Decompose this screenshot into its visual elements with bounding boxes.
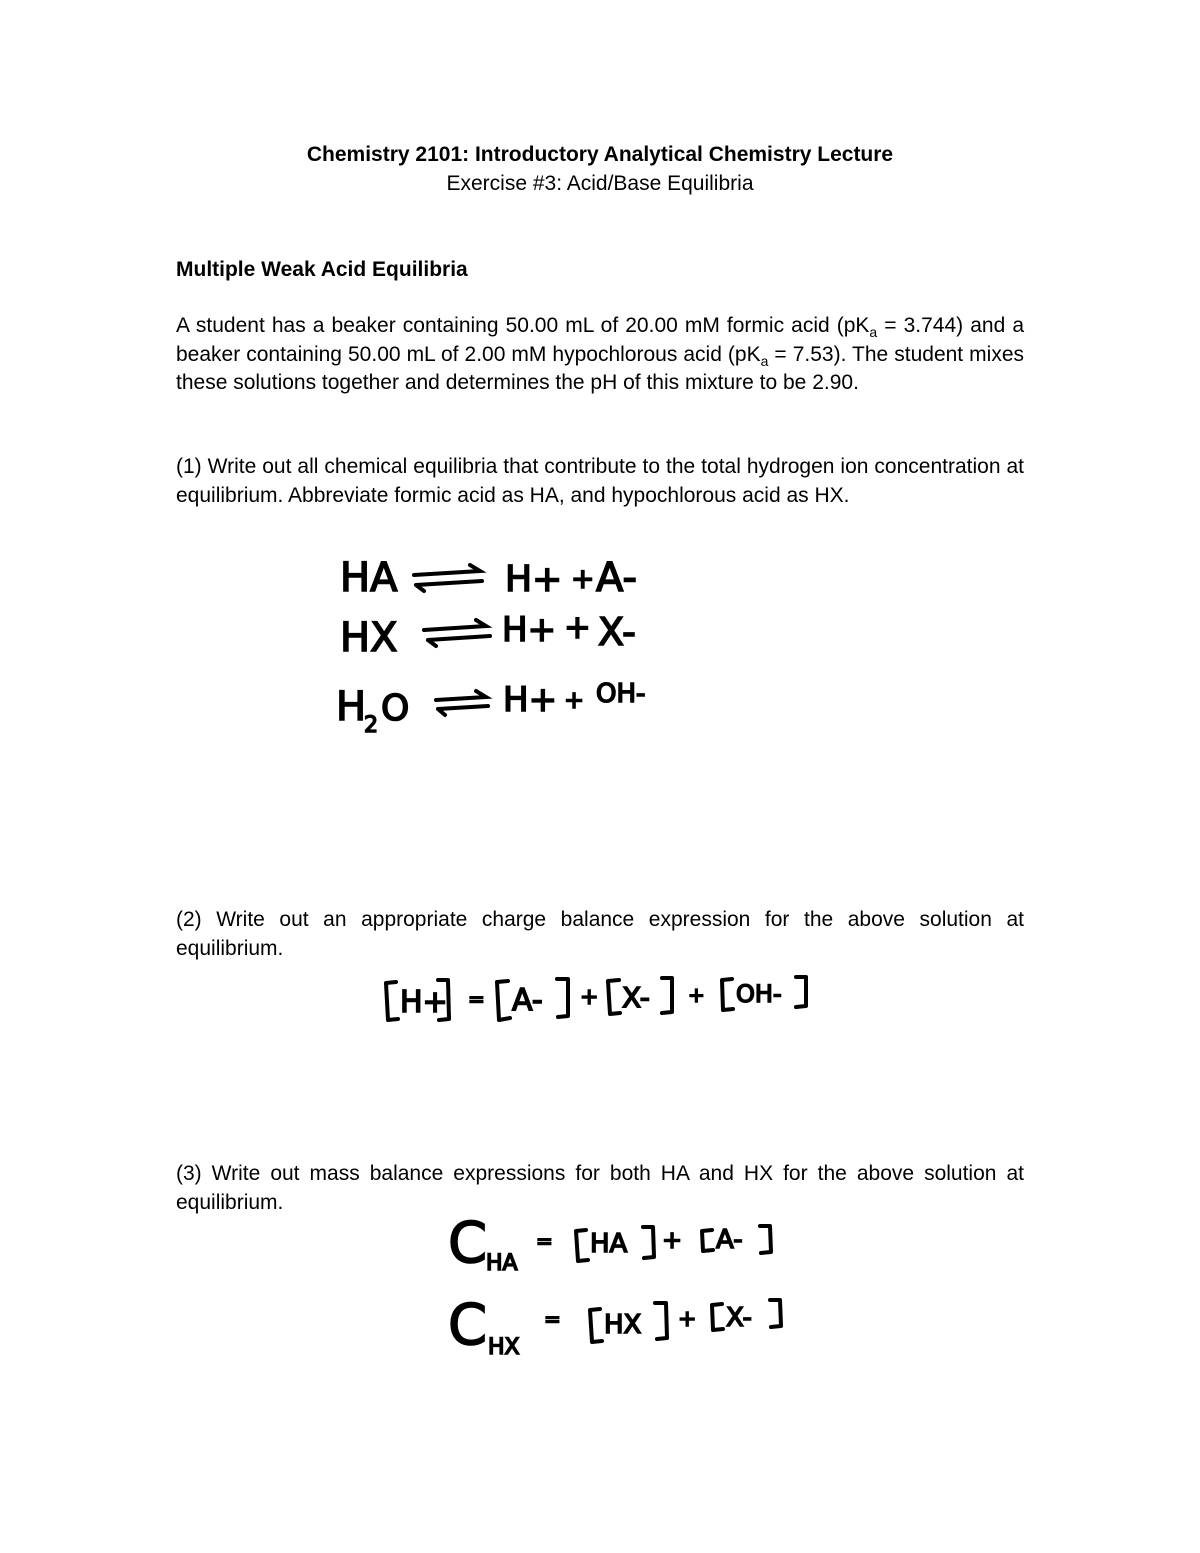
equilibrium-arrow-icon (424, 620, 490, 646)
product-2-label: A- (596, 555, 637, 601)
section-heading: Multiple Weak Acid Equilibria (176, 258, 468, 281)
bracket-left (386, 982, 398, 1020)
bracket-right (643, 1227, 654, 1258)
plus-sign: + (571, 562, 595, 595)
mass-balance-ha (448, 1211, 771, 1276)
mass-balance-hx (448, 1293, 781, 1360)
concentration-c: C (448, 1293, 488, 1358)
question-3: (3) Write out mass balance expressions for both HA and HX for the above solution at equilibrium. (176, 1162, 1024, 1214)
question-1: (1) Write out all chemical equilibria that contribute to the total hydrogen ion concentration at equilibrium. Abbreviate formic acid as HA, and hypochlorous acid as HX. (176, 455, 1024, 507)
equilibrium-hx (340, 608, 636, 661)
plus-sign: + (564, 686, 585, 714)
bracket-left (702, 1230, 713, 1251)
equilibrium-ha (340, 555, 637, 601)
problem-text-1: A student has a beaker containing 50.00 mL of 20.00 mM formic acid (pK (176, 314, 870, 337)
pka-subscript: a (760, 352, 769, 369)
concentration-subscript: HA (486, 1251, 518, 1276)
bracket-left (576, 1230, 588, 1261)
plus-sign: + (662, 1226, 683, 1254)
product-1-label: H+ (502, 610, 557, 650)
term-x-minus: X- (726, 1303, 752, 1333)
reactant-label: HA (340, 555, 398, 601)
pka-subscript: a (869, 324, 878, 341)
concentration-c: C (448, 1211, 488, 1276)
charge-balance (386, 977, 806, 1020)
question-2: (2) Write out an appropriate charge balance expression for the above solution at equilibrium. (176, 908, 1024, 960)
term-hx: HX (604, 1310, 642, 1340)
bracket-left (712, 1304, 723, 1330)
equals-sign: = (536, 1229, 553, 1253)
bracket-right (662, 978, 672, 1013)
product-1-label: H+ (505, 559, 563, 600)
term-ha: HA (590, 1229, 628, 1259)
bracket-right (796, 977, 806, 1007)
reactant-tail: O (381, 688, 410, 729)
term-oh-minus: OH- (736, 980, 782, 1008)
reactant-label: HX (340, 615, 398, 661)
equilibrium-arrow-icon (436, 691, 488, 715)
course-title: Chemistry 2101: Introductory Analytical Chemistry Lecture (306, 143, 894, 166)
plus-sign: + (678, 1307, 697, 1332)
concentration-subscript: HX (488, 1335, 520, 1360)
plus-sign: + (688, 983, 705, 1007)
bracket-right (655, 1303, 667, 1339)
bracket-right (760, 1226, 771, 1253)
bracket-left (497, 981, 510, 1020)
term-x-minus: X- (622, 981, 650, 1014)
problem-text-3: = 7.53). The student mixes these solutions together and determines the pH of this mixture to be 2.90. (176, 342, 1024, 394)
product-2-label: OH- (596, 679, 646, 709)
reactant-subscript: 2 (364, 713, 378, 738)
term-h-plus: H+ (400, 985, 448, 1020)
bracket-left (722, 979, 733, 1010)
product-2-label: X- (598, 610, 636, 654)
problem-text-2: = 3.744) and a beaker containing 50.00 mL of 2.00 mM hypochlorous acid (pK (176, 314, 1024, 366)
plus-sign: + (564, 608, 591, 646)
plus-sign: + (580, 985, 599, 1010)
equals-sign: = (468, 987, 485, 1011)
product-1-label: H+ (503, 680, 558, 720)
exercise-title: Exercise #3: Acid/Base Equilibria (446, 172, 754, 195)
term-a-minus: A- (512, 983, 543, 1018)
bracket-left (590, 1309, 602, 1342)
term-a-minus: A- (716, 1225, 743, 1255)
bracket-right (557, 979, 568, 1017)
equilibrium-arrow-icon (414, 565, 482, 591)
bracket-left (608, 980, 620, 1014)
equals-sign: = (544, 1307, 561, 1331)
reactant-label: H (336, 684, 367, 730)
bracket-right (770, 1300, 781, 1327)
equilibrium-water (336, 679, 645, 738)
